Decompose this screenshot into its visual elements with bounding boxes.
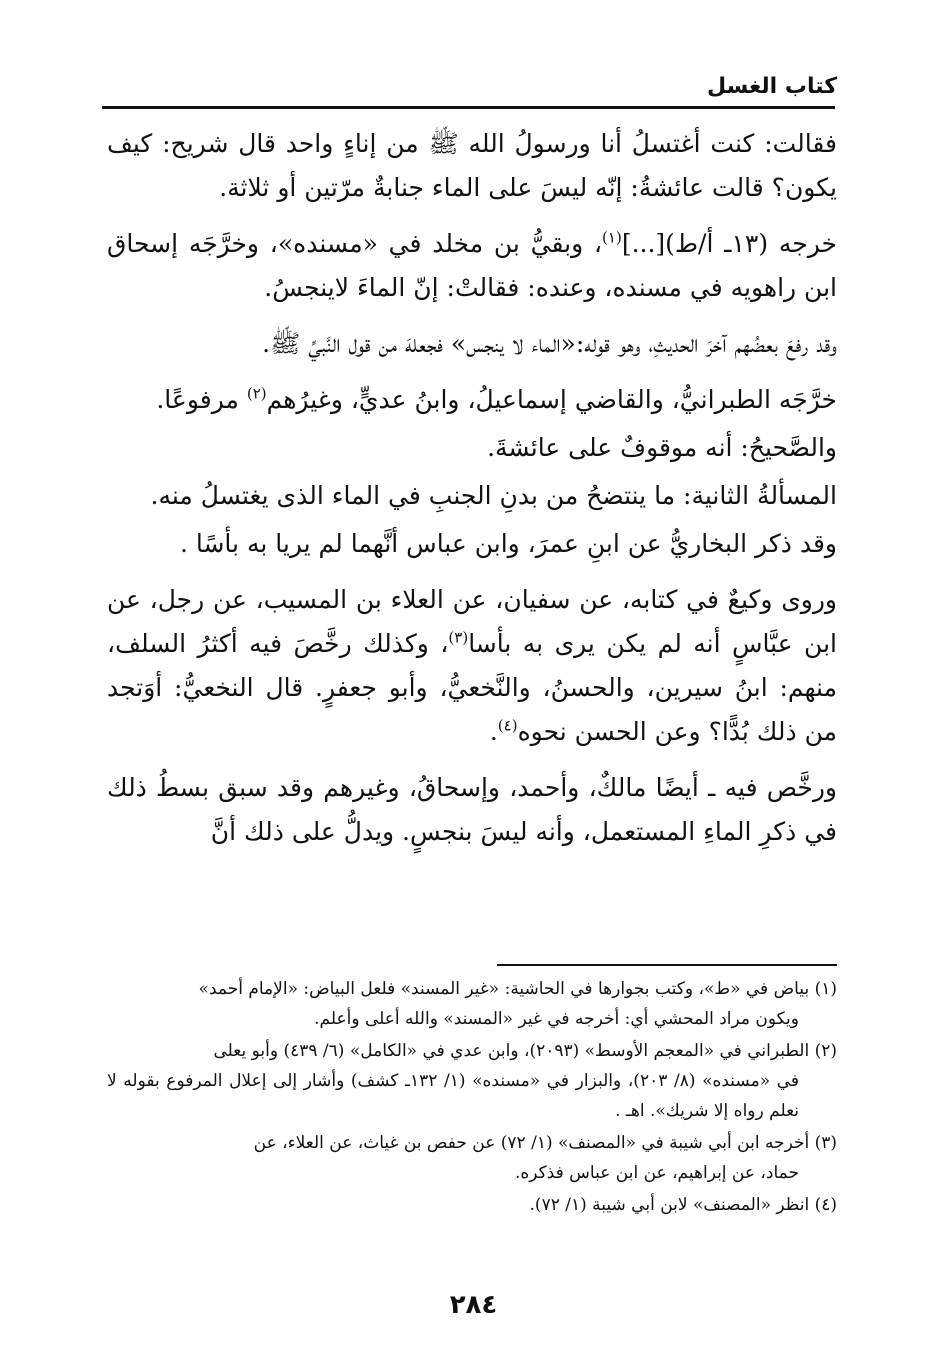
footnote-2-rest: في «مسنده» (٨/ ٢٠٣)، والبزار في «مسنده» (١/ ١٣٢ـ كشف) وأشار إلى إعلال المرفوع بقوله لا نعلم رواه إلا شريك». اهـ . bbox=[107, 1071, 799, 1121]
footnote-4-first: (٤) انظر «المصنف» لابن أبي شيبة (١/ ٧٢). bbox=[529, 1195, 837, 1215]
footnote-ref-2: (٢) bbox=[246, 384, 267, 403]
footnote-1 bbox=[107, 974, 837, 1034]
paragraph-4 bbox=[107, 378, 837, 422]
footnote-2 bbox=[107, 1036, 837, 1126]
paragraph-7: وقد ذكر البخاريُّ عن ابنِ عمرَ، وابن عباس أنَّهما لم يريا به بأسًا . bbox=[179, 529, 837, 558]
paragraph-5: والصَّحيحُ: أنه موقوفٌ على عائشةَ. bbox=[487, 433, 837, 462]
paragraph-2-text-a: خرجه (١٣ـ أ/ط)[...] bbox=[621, 229, 837, 258]
footnote-ref-4: (٤) bbox=[497, 716, 518, 735]
footnote-3-rest: حماد، عن إبراهيم، عن ابن عباس فذكره. bbox=[514, 1163, 799, 1183]
paragraph-1: فقالت: كنت أغتسلُ أنا ورسولُ الله ﷺ من إناءٍ واحد قال شريح: كيف يكون؟ قالت عائشةُ: إنّه ليسَ على الماء جنابةٌ مرّتين أو ثلاثة. bbox=[107, 129, 837, 202]
paragraph-8-text-b: ، وكذلك رخَّصَ فيه أكثرُ السلف، منهم: ابنُ سيرين، والحسنُ، والنَّخعيُّ، وأبو جعفرٍ. قال النخعيُّ: أوَتجد من ذلك بُدًّا؟ وعن الحسن نحوه bbox=[107, 629, 837, 746]
footnote-3-first: (٣) أخرجه ابن أبي شيبة في «المصنف» (١/ ٧٢) عن حفص بن غياث، عن العلاء، عن bbox=[253, 1133, 837, 1153]
paragraph-6: المسألةُ الثانية: ما ينتضحُ من بدنِ الجنبِ في الماء الذى يغتسلُ منه. bbox=[150, 481, 837, 510]
header-rule bbox=[102, 106, 835, 109]
paragraph-9: ورخَّص فيه ـ أيضًا مالكٌ، وأحمد، وإسحاقُ، وغيرهم وقد سبق بسطُ ذلك في ذكرِ الماءِ المستعمل، وأنه ليسَ بنجسٍ. ويدلُّ على ذلك أنَّ bbox=[107, 773, 837, 846]
paragraph-8-text-a: وروى وكيعٌ في كتابه، عن سفيان، عن العلاء بن المسيب، عن رجل، عن ابن عبَّاسٍ أنه لم يكن يرى به بأسا bbox=[107, 585, 837, 658]
footnote-ref-3: (٣) bbox=[448, 628, 469, 647]
paragraph-8-text-c: . bbox=[489, 717, 498, 746]
paragraph-2 bbox=[107, 222, 837, 310]
footnotes bbox=[107, 974, 837, 1222]
footnote-separator bbox=[497, 964, 837, 966]
main-text bbox=[107, 122, 837, 866]
footnote-ref-1: (١) bbox=[602, 228, 622, 247]
footnote-4 bbox=[107, 1190, 837, 1220]
paragraph-4-text-a: خرَّجَه الطبرانيُّ، والقاضي إسماعيلُ، وابنُ عديٍّ، وغيرُهم bbox=[266, 385, 837, 414]
paragraph-4-text-b: مرفوعًا. bbox=[156, 385, 247, 414]
footnote-3 bbox=[107, 1128, 837, 1188]
paragraph-8 bbox=[107, 578, 837, 754]
paragraph-2-text-b: ، وبقيُّ بن مخلد في «مسنده»، وخرَّجَه إسحاق ابن راهويه في مسنده، وعنده: فقالتْ: إنّ الماءَ لاينجسُ. bbox=[107, 229, 837, 302]
page-number: ٢٨٤ bbox=[449, 1290, 498, 1320]
footnote-1-rest: ويكون مراد المحشي أي: أخرجه في غير «المسند» والله أعلى وأعلم. bbox=[314, 1009, 799, 1029]
paragraph-3: وقد رفعَ بعضُهم آخرَ الحديثِ، وهو قوله:«الماء لا ينجس» فجعلهَ من قول النَّبيِّ ﷺ. bbox=[262, 329, 837, 358]
footnote-1-first: (١) بياض في «ط»، وكتب بجوارها في الحاشية: «غير المسند» فلعل البياض: «الإمام أحمد» bbox=[198, 979, 837, 999]
footnote-2-first: (٢) الطبراني في «المعجم الأوسط» (٢٠٩٣)، وابن عدي في «الكامل» (٦/ ٤٣٩) وأبو يعلى bbox=[213, 1041, 837, 1061]
running-title: كتاب الغسل bbox=[706, 74, 837, 99]
